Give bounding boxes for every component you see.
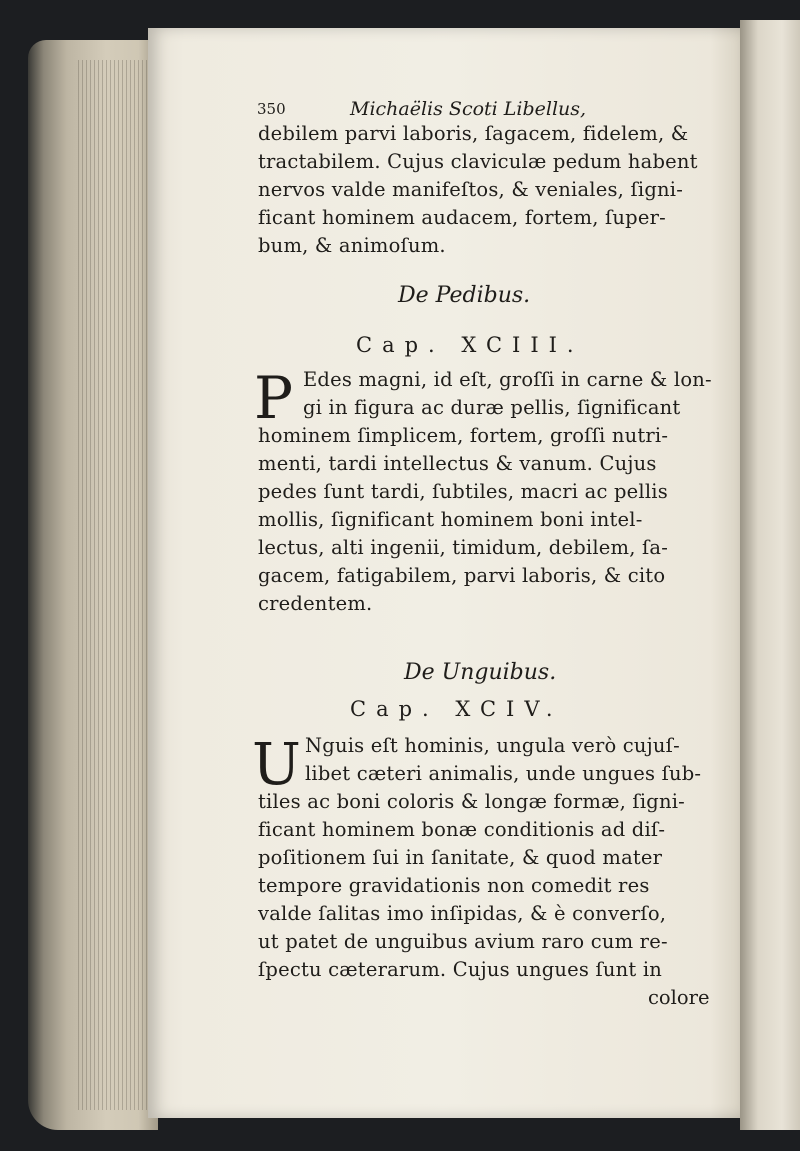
chapter-heading-94: Cap. XCIV. [350,697,563,721]
section-title-unguibus: De Unguibus. [404,660,557,685]
text-line: hominem ſimplicem, fortem, groſſi nutri- [258,424,669,447]
text-line: pedes ſunt tardi, ſubtiles, macri ac pellis [258,480,668,503]
text-line: ficant hominem bonæ conditionis ad diſ- [258,818,666,841]
text-line: bum, & animoſum. [258,234,446,257]
section-title-pedibus: De Pedibus. [398,283,531,308]
text-line: ſpectu cæterarum. Cujus ungues ſunt in [258,958,663,981]
text-line: lectus, alti ingenii, timidum, debilem, ſa- [258,536,669,559]
text-line: debilem parvi laboris, ſagacem, fidelem, & [258,122,689,145]
text-line: tractabilem. Cujus claviculæ pedum habent [258,150,698,173]
text-line: valde ſalitas imo inſipidas, & è converſo, [258,902,667,925]
text-line: Edes magni, id eſt, groſſi in carne & lon- [303,368,712,391]
page-number: 350 [257,100,286,118]
text-line: gi in figura ac duræ pellis, ſignificant [303,396,681,419]
text-line: tempore gravidationis non comedit res [258,874,650,897]
text-line: mollis, ſignificant hominem boni intel- [258,508,643,531]
text-line: libet cæteri animalis, unde ungues ſub- [305,762,702,785]
book-right-page-edge [740,20,800,1130]
book-left-page-edges [28,40,158,1130]
text-line: ficant hominem audacem, fortem, ſuper- [258,206,666,229]
catchword: colore [648,986,710,1009]
text-line: gacem, fatigabilem, parvi laboris, & cito [258,564,666,587]
chapter-heading-93: Cap. XCIII. [356,333,584,357]
text-line: poſitionem ſui in ſanitate, & quod mater [258,846,663,869]
text-line: tiles ac boni coloris & longæ formæ, ſigni- [258,790,685,813]
drop-cap-u: U [252,730,301,798]
drop-cap-p: P [254,364,294,432]
text-line: credentem. [258,592,373,615]
text-line: menti, tardi intellectus & vanum. Cujus [258,452,657,475]
running-title: Michaëlis Scoti Libellus, [350,98,587,120]
text-line: ut patet de unguibus avium raro cum re- [258,930,668,953]
text-line: nervos valde manifeſtos, & veniales, ſigni- [258,178,683,201]
text-line: Nguis eſt hominis, ungula verò cujuſ- [305,734,680,757]
